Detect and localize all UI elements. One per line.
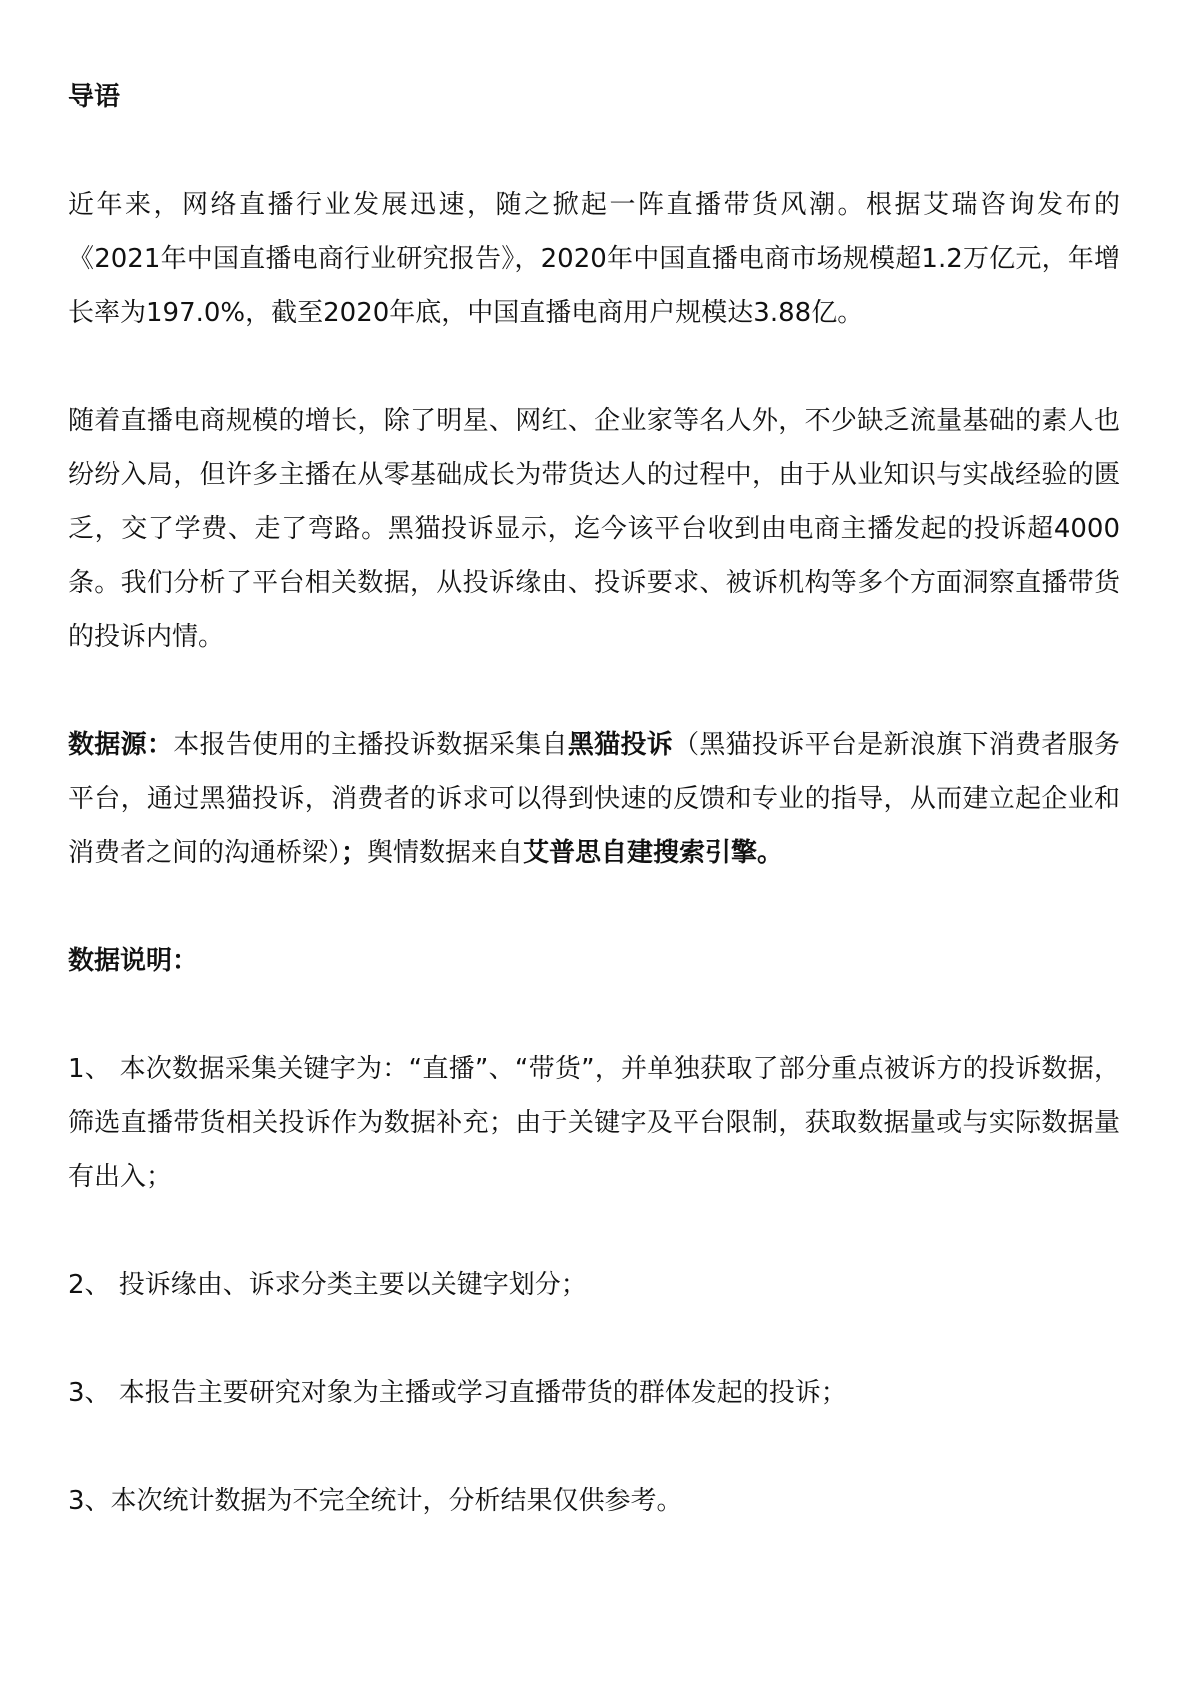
notes-item-4: 3、本次统计数据为不完全统计，分析结果仅供参考。 — [68, 1486, 683, 1516]
notes-item-2: 2、 投诉缘由、诉求分类主要以关键字划分； — [68, 1270, 587, 1300]
data-source-platform: 黑猫投诉 — [567, 730, 674, 760]
spacer — [68, 1420, 1120, 1474]
intro-paragraph-2: 随着直播电商规模的增长，除了明星、网红、企业家等名人外，不少缺乏流量基础的素人也纷纷入局，但许多主播在从零基础成长为带货达人的过程中，由于从业知识与实战经验的匮乏，交了学费、走了弯路。黑猫投诉显示，迄今该平台收到由电商主播发起的投诉超4000条。我们分析了平台相关数据，从投诉缘由、投诉要求、被诉机构等多个方面洞察直播带货的投诉内情。 — [68, 406, 1120, 652]
intro-heading: 导语 — [68, 82, 121, 112]
spacer — [68, 880, 1120, 934]
data-source-separator: ； — [341, 838, 368, 868]
spacer — [68, 124, 1120, 178]
intro-paragraph-1: 近年来，网络直播行业发展迅速，随之掀起一阵直播带货风潮。根据艾瑞咨询发布的《2021年中国直播电商行业研究报告》，2020年中国直播电商市场规模超1.2万亿元，年增长率为197.0%，截至2020年底，中国直播电商用户规模达3.88亿。 — [68, 190, 1120, 328]
data-source-paragraph — [68, 718, 1120, 880]
document-page — [68, 70, 1120, 1528]
data-source-text-2: （黑猫投诉平台是新浪旗下消费者服务平台，通过黑猫投诉，消费者的诉求可以得到快速的反馈和专业的指导，从而建立起企业和消费者之间的沟通桥梁） — [68, 730, 1120, 868]
data-source-engine: 艾普思自建搜索引擎。 — [523, 838, 784, 868]
spacer — [68, 340, 1120, 394]
data-source-text-3: 舆情数据来自 — [367, 838, 524, 868]
notes-item-3: 3、 本报告主要研究对象为主播或学习直播带货的群体发起的投诉； — [68, 1378, 847, 1408]
notes-heading: 数据说明： — [68, 946, 199, 976]
data-source-label: 数据源： — [68, 730, 174, 760]
spacer — [68, 1312, 1120, 1366]
spacer — [68, 988, 1120, 1042]
data-source-text-1: 本报告使用的主播投诉数据采集自 — [173, 730, 568, 760]
notes-item-1: 1、 本次数据采集关键字为：“直播”、“带货”，并单独获取了部分重点被诉方的投诉数据，筛选直播带货相关投诉作为数据补充；由于关键字及平台限制，获取数据量或与实际数据量有出入； — [68, 1054, 1120, 1192]
spacer — [68, 1204, 1120, 1258]
spacer — [68, 664, 1120, 718]
